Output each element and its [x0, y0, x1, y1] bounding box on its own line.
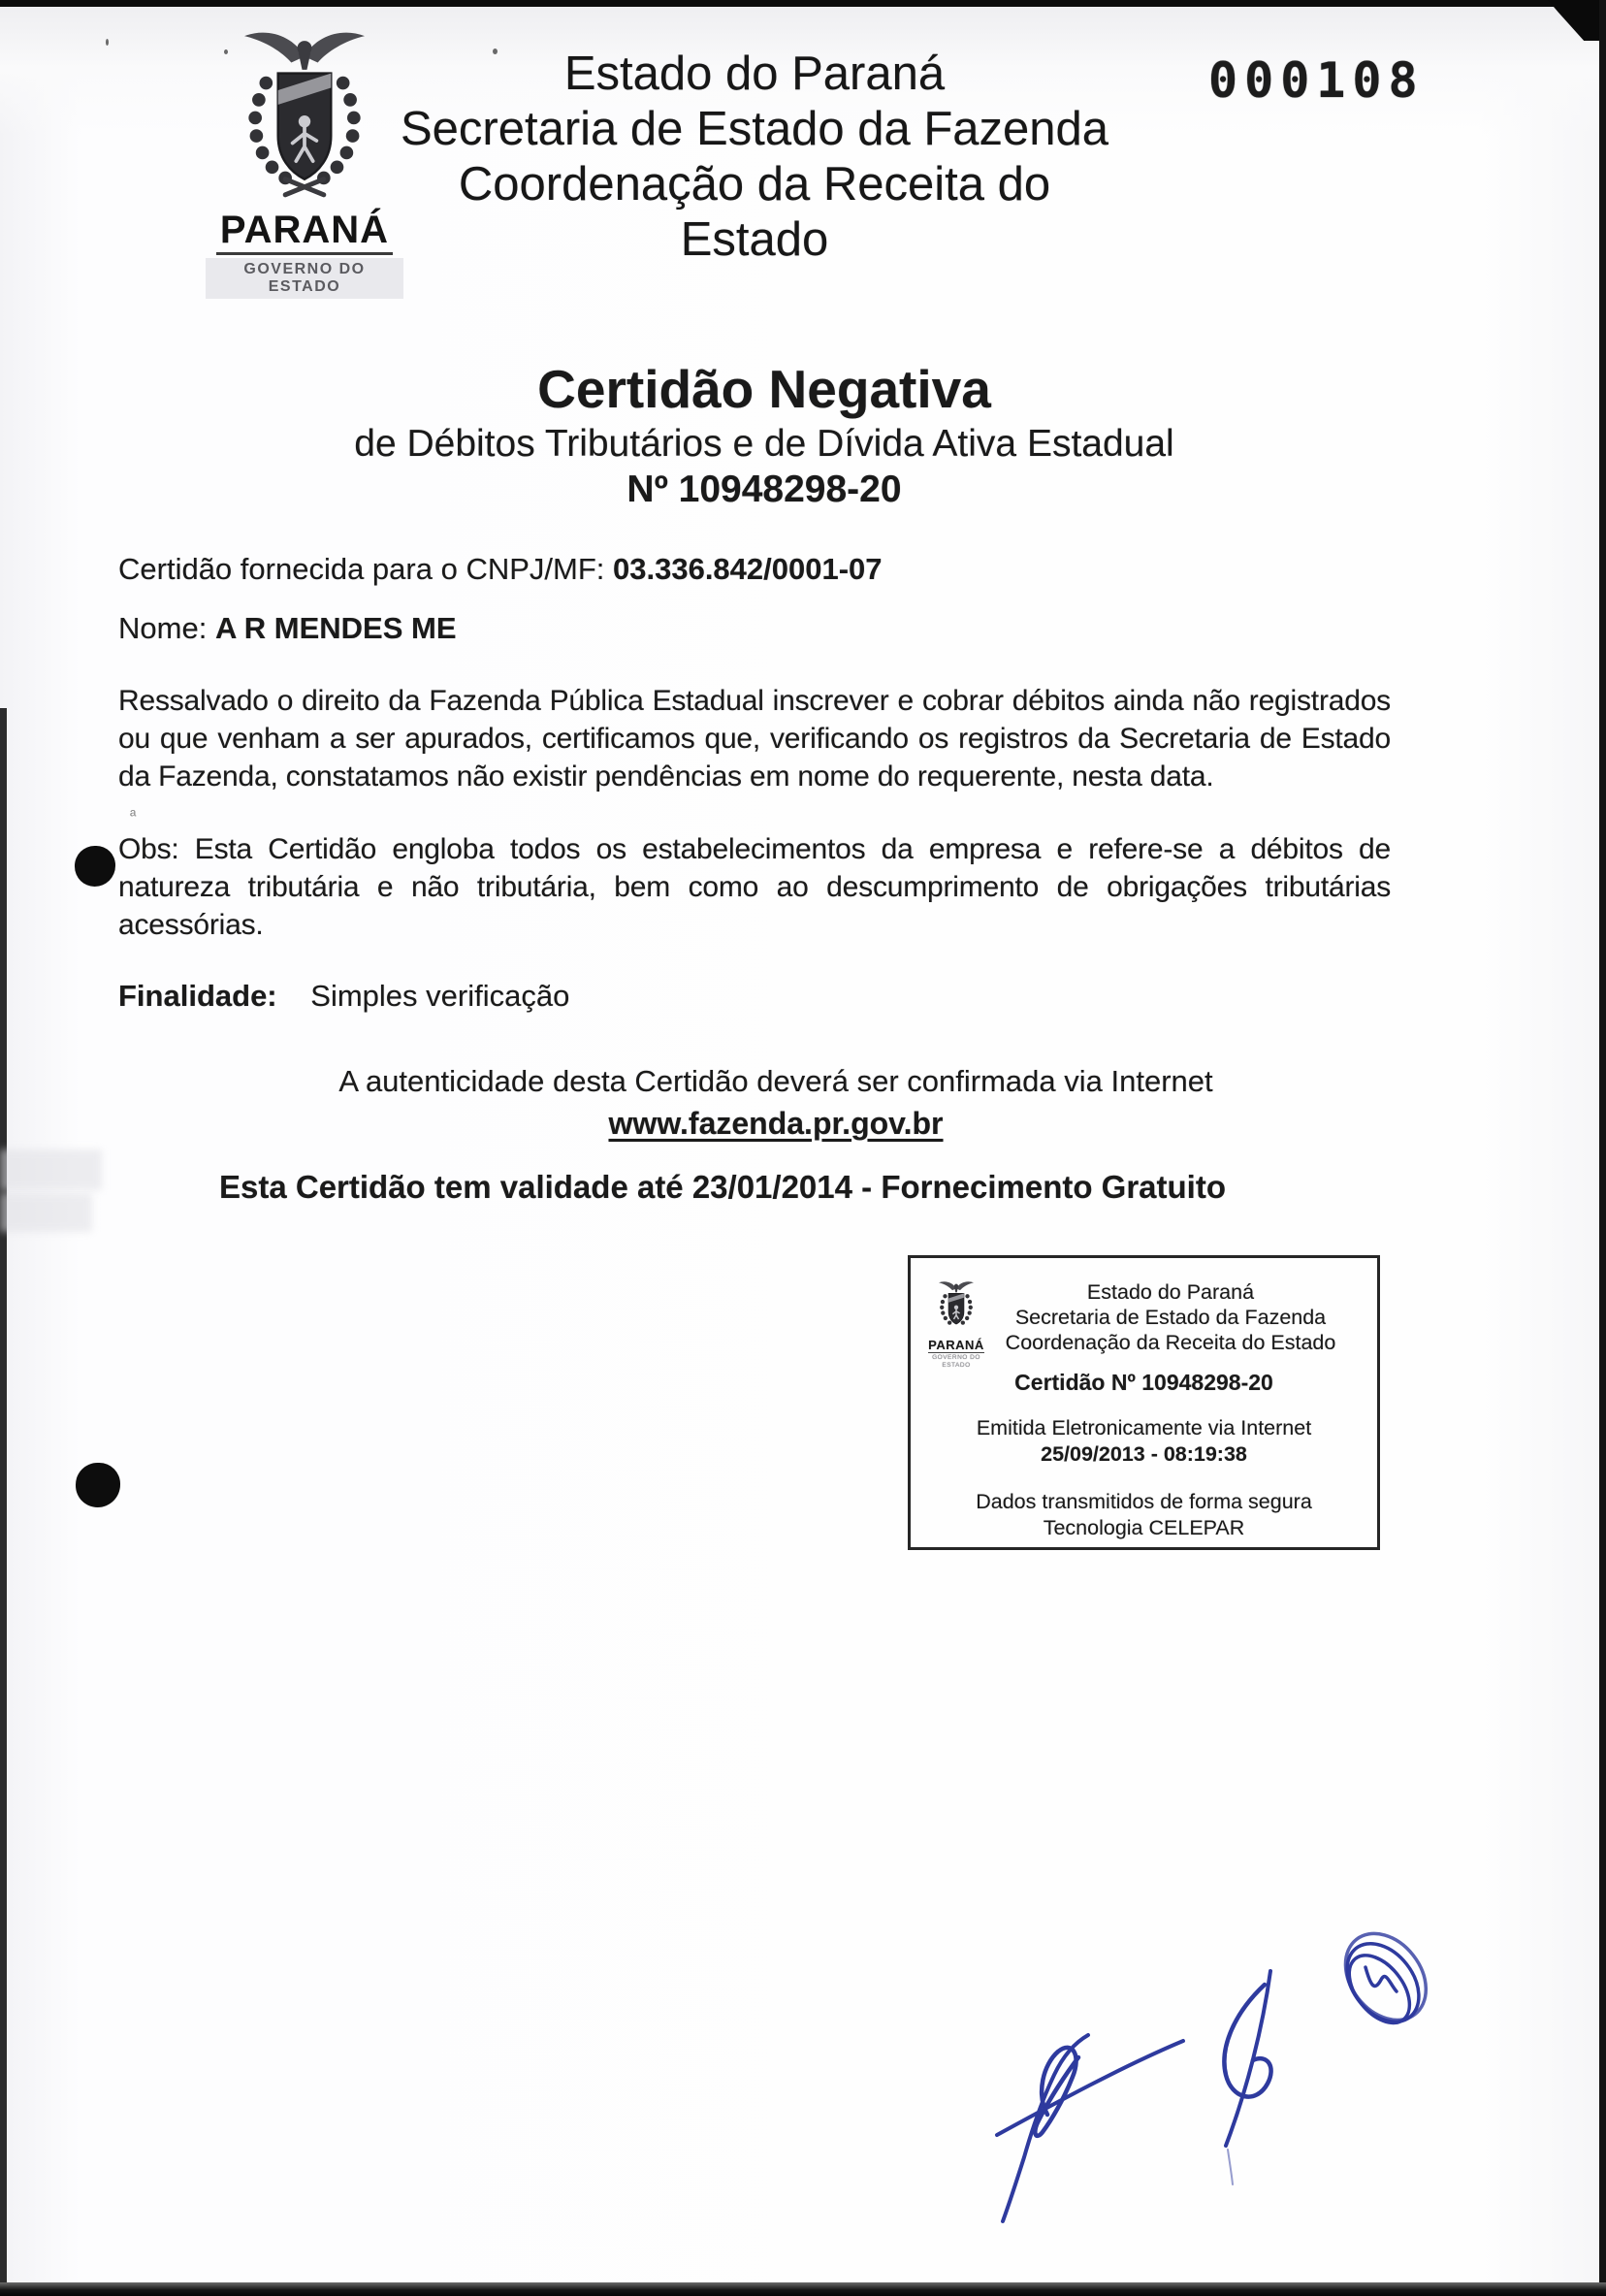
stamp-security: [911, 1489, 1377, 1541]
electronic-stamp-box: [908, 1255, 1380, 1550]
stamp-org-line-2: Secretaria de Estado da Fazenda: [1014, 1306, 1327, 1329]
stamp-org-line-1: Estado do Paraná: [1086, 1280, 1255, 1304]
logo-subtitle: GOVERNO DO ESTADO: [206, 258, 403, 299]
emission-note: Emitida Eletronicamente via Internet: [976, 1416, 1312, 1439]
security-note-1: Dados transmitidos de forma segura: [976, 1490, 1312, 1513]
paragraph-line: ou que venham a ser apurados, certificamos que, verificando os registros da Secretaria de Estado: [118, 723, 1391, 755]
org-line-1: Estado do Paraná: [563, 48, 946, 100]
scan-mark: ª: [130, 807, 137, 825]
coat-of-arms-icon: [225, 25, 384, 206]
validity-note: Esta Certidão tem validade até 23/01/2014 - Fornecimento Gratuito: [218, 1169, 1227, 1205]
name-label: Nome:: [118, 611, 208, 645]
auth-block: [136, 1063, 1416, 1142]
validity-block: [0, 1169, 1445, 1206]
auth-note: A autenticidade desta Certidão deverá ser confirmada via Internet: [338, 1064, 1213, 1098]
cnpj-line: [118, 551, 883, 588]
scan-top-right-corner: [1548, 0, 1606, 41]
finalidade-value: Simples verificação: [310, 979, 570, 1013]
hole-punch-bottom: [76, 1463, 120, 1507]
certificate-title-block: [124, 359, 1404, 512]
paragraph-line: da Fazenda, constatamos não existir pendências em nome do requerente, nesta data.: [118, 760, 1214, 792]
org-line-3: Coordenação da Receita do Estado: [458, 158, 1051, 266]
auth-url: www.fazenda.pr.gov.br: [608, 1106, 944, 1141]
security-note-2: Tecnologia CELEPAR: [1043, 1516, 1245, 1539]
stamp-org-lines: [980, 1279, 1361, 1355]
signature-scribble-2: [1224, 1971, 1270, 2184]
parana-logo: [206, 25, 403, 299]
scan-speck: [106, 39, 109, 46]
stamp-org-line-3: Coordenação da Receita do Estado: [1005, 1331, 1336, 1354]
header-org-lines: [396, 47, 1113, 268]
cnpj-label: Certidão fornecida para o CNPJ/MF:: [118, 552, 605, 586]
finalidade-label: Finalidade:: [118, 979, 277, 1013]
name-line: [118, 610, 457, 647]
emission-datetime: 25/09/2013 - 08:19:38: [1041, 1442, 1247, 1466]
paragraph-line: natureza tributária e não tributária, bem como ao descumprimento de obrigações tributárias: [118, 871, 1391, 903]
paragraph-obs: [118, 830, 1391, 944]
stamp-logo-subtitle: GOVERNO DO ESTADO: [932, 1354, 980, 1369]
scan-right-edge: [1599, 0, 1606, 2296]
signature-ink: [929, 1890, 1482, 2239]
certificate-title: Certidão Negativa: [537, 359, 991, 419]
org-line-2: Secretaria de Estado da Fazenda: [400, 103, 1109, 155]
scan-left-edge: [0, 708, 7, 2296]
paragraph-line: Obs: Esta Certidão engloba todos os estabelecimentos da empresa e refere-se a débitos de: [118, 833, 1391, 865]
signature-scribble-1: [997, 2035, 1183, 2221]
certificate-subtitle: de Débitos Tributários e de Dívida Ativa Estadual: [354, 423, 1174, 465]
name-value: A R MENDES ME: [214, 611, 457, 645]
certificate-number: Nº 10948298-20: [626, 469, 902, 510]
stamp-cert-number: Certidão Nº 10948298-20: [1014, 1370, 1273, 1395]
paragraph-line: Ressalvado o direito da Fazenda Pública Estadual inscrever e cobrar débitos ainda não registrados: [118, 685, 1391, 717]
cnpj-value: 03.336.842/0001-07: [613, 552, 883, 586]
paragraph-ressalvado: [118, 682, 1391, 795]
stamp-logo-wordmark: PARANÁ: [928, 1338, 984, 1352]
stamp-emission: [911, 1415, 1377, 1468]
finalidade-line: [118, 978, 569, 1015]
logo-wordmark: PARANÁ: [216, 210, 393, 255]
hole-punch-top: [75, 846, 115, 887]
paragraph-line: acessórias.: [118, 909, 264, 941]
scan-top-edge: [0, 0, 1606, 7]
signature-scribble-3: [1329, 1918, 1443, 2036]
page-number-stamp: 000108: [1208, 52, 1425, 109]
stamp-logo: [924, 1279, 988, 1370]
scan-bottom-edge: [0, 2282, 1606, 2296]
coat-of-arms-icon-small: [934, 1279, 979, 1332]
